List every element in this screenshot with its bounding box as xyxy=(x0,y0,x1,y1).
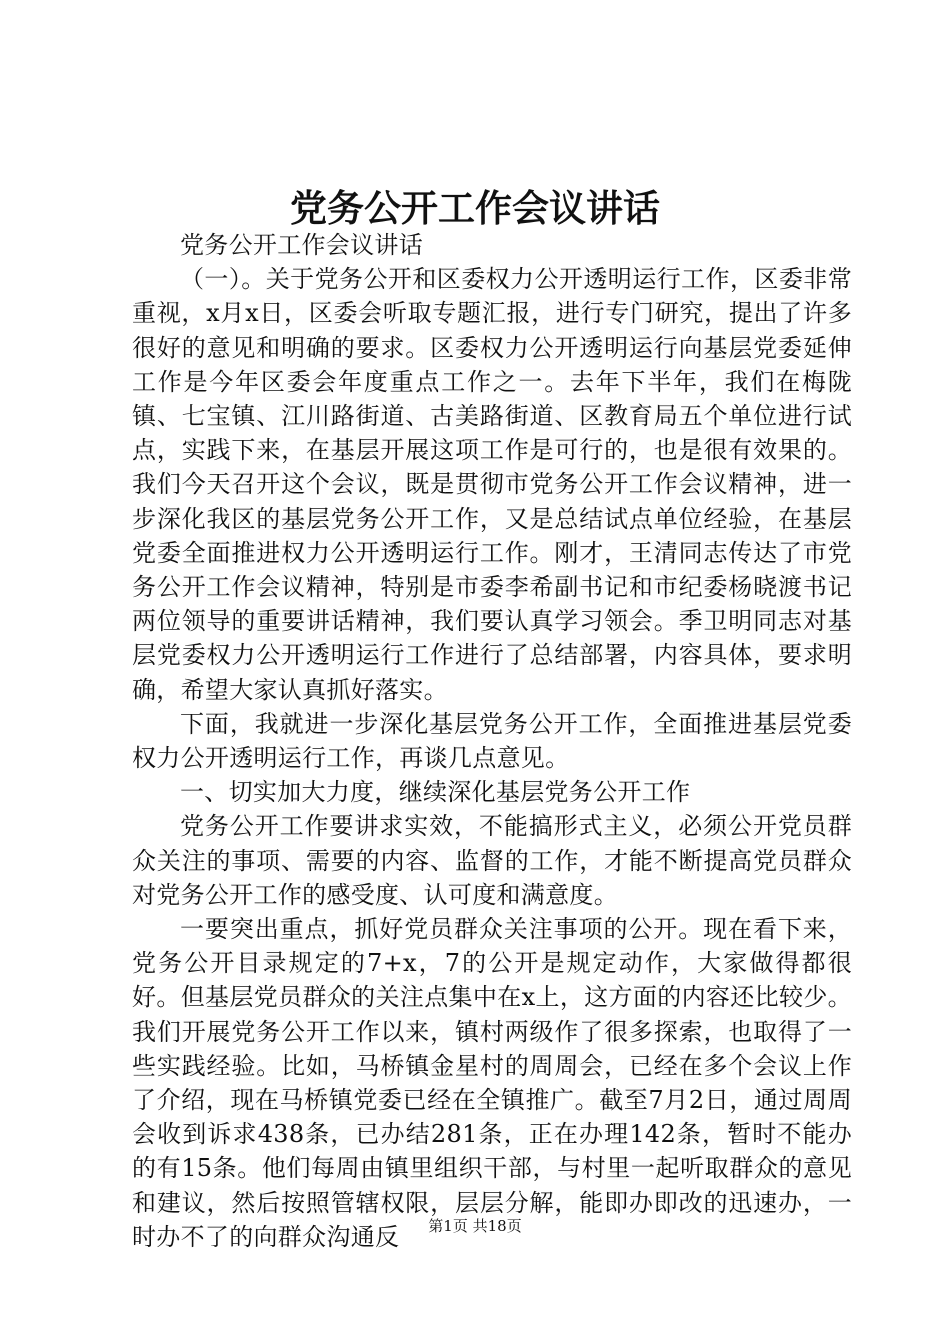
section-heading-1: 一、切实加大力度，继续深化基层党务公开工作 xyxy=(180,778,691,807)
document-body xyxy=(132,228,852,1254)
paragraph-section-1-point-1: 一要突出重点，抓好党员群众关注事项的公开。现在看下来，党务公开目录规定的7+x，7的公开是规定动作，大家做得都很好。但基层党员群众的关注点集中在x上，这方面的内容还比较少。我们开展党务公开工作以来，镇村两级作了很多探索，也取得了一些实践经验。比如，马桥镇金星村的周周会，已经在多个会议上作了介绍，现在马桥镇党委已经在全镇推广。截至7月2日，通过周周会收到诉求438条，已办结281条，正在办理142条，暂时不能办的有15条。他们每周由镇里组织干部，与村里一起听取群众的意见和建议，然后按照管辖权限，层层分解，能即办即改的迅速办，一时办不了的向群众沟通反 xyxy=(132,915,852,1251)
paragraph-section-1-intro: 党务公开工作要讲求实效，不能搞形式主义，必须公开党员群众关注的事项、需要的内容、监督的工作，才能不断提高党员群众对党务公开工作的感受度、认可度和满意度。 xyxy=(132,812,852,909)
document-title: 党务公开工作会议讲话 xyxy=(290,186,660,230)
page-footer: 第1页 共18页 xyxy=(428,1217,522,1235)
paragraph-intro: （一）。关于党务公开和区委权力公开透明运行工作，区委非常重视，x月x日，区委会听取专题汇报，进行专门研究，提出了许多很好的意见和明确的要求。区委权力公开透明运行向基层党委延伸工作是今年区委会年度重点工作之一。去年下半年，我们在梅陇镇、七宝镇、江川路街道、古美路街道、区教育局五个单位进行试点，实践下来，在基层开展这项工作是可行的，也是很有效果的。我们今天召开这个会议，既是贯彻市党务公开工作会议精神，进一步深化我区的基层党务公开工作，又是总结试点单位经验，在基层党委全面推进权力公开透明运行工作。刚才，王清同志传达了市党务公开工作会议精神，特别是市委李希副书记和市纪委杨晓渡书记两位领导的重要讲话精神，我们要认真学习领会。季卫明同志对基层党委权力公开透明运行工作进行了总结部署，内容具体，要求明确，希望大家认真抓好落实。 xyxy=(132,265,852,704)
paragraph-transition: 下面，我就进一步深化基层党务公开工作，全面推进基层党委权力公开透明运行工作，再谈几点意见。 xyxy=(132,709,852,773)
paragraph-subtitle: 党务公开工作会议讲话 xyxy=(180,231,423,259)
